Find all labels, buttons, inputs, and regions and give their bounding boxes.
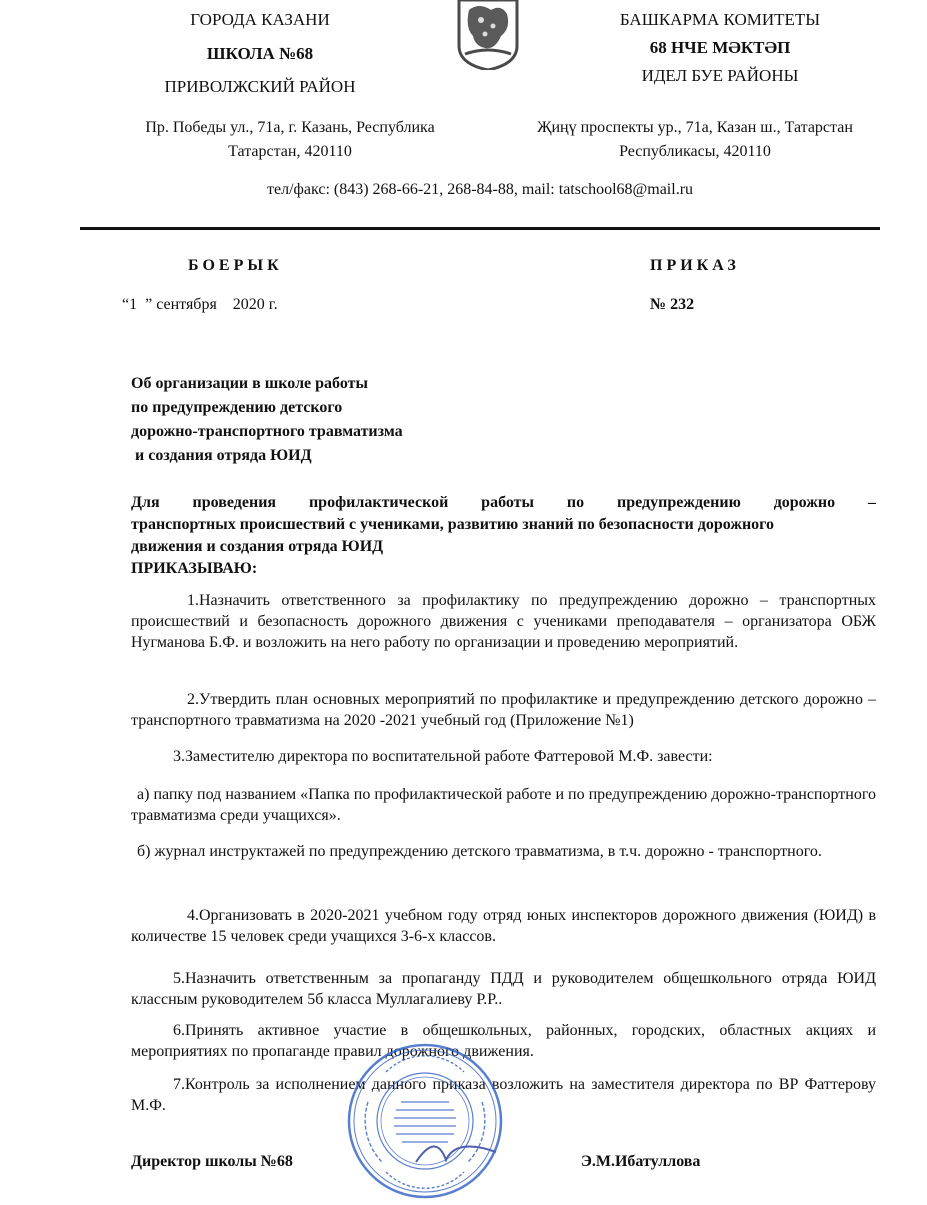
header-divider bbox=[80, 227, 880, 230]
preamble-line-1: Для проведения профилактической работы по предупреждению дорожно – bbox=[131, 494, 876, 511]
item-2: 2.Утвердить план основных мероприятий по профилактике и предупреждению детского дорожно – транспортного травматизма на 2020 -2021 учебный год (Приложение №1) bbox=[131, 691, 876, 729]
school-stamp bbox=[346, 1042, 504, 1200]
subject-line-2: по предупреждению детского bbox=[131, 399, 343, 416]
preamble-line-3: движения и создания отряда ЮИД bbox=[131, 538, 384, 555]
signature-position: Директор школы №68 bbox=[131, 1153, 293, 1170]
order-number: № 232 bbox=[650, 296, 695, 313]
right-address-line2: Республикасы, 420110 bbox=[619, 143, 771, 160]
subject-line-4: и создания отряда ЮИД bbox=[131, 447, 312, 464]
left-address-line1: Пр. Победы ул., 71а, г. Казань, Республика bbox=[145, 119, 435, 136]
right-school: 68 НЧЕ МӘКТӘП bbox=[649, 38, 791, 57]
item-1: 1.Назначить ответственного за профилактику по предупреждению дорожно – транспортных происшествий и безопасность дорожного движения с учениками преподавателя – организатора ОБЖ Нугманова Б.Ф. и возложить на него работу по организации и проведению мероприятий. bbox=[131, 592, 876, 651]
contacts-line: тел/факс: (843) 268-66-21, 268-84-88, mail: tatschool68@mail.ru bbox=[266, 181, 694, 198]
right-address-line1: Җиңү проспекты ур., 71а, Казан ш., Татарстан bbox=[537, 119, 853, 136]
left-district: ПРИВОЛЖСКИЙ РАЙОН bbox=[164, 77, 356, 96]
preamble-line-2: транспортных происшествий с учениками, развитию знаний по безопасности дорожного bbox=[131, 516, 775, 533]
order-title-tatar: БОЕРЫК bbox=[188, 257, 283, 274]
right-committee: БАШКАРМА КОМИТЕТЫ bbox=[619, 10, 821, 29]
item-3: 3.Заместителю директора по воспитательной работе Фаттеровой М.Ф. завести: bbox=[173, 748, 713, 765]
coat-of-arms-icon bbox=[455, 0, 521, 70]
item-4: 4.Организовать в 2020-2021 учебном году отряд юных инспекторов дорожного движения (ЮИД) в количестве 15 человек среди учащихся 3-6-х классов. bbox=[131, 907, 876, 945]
signature-name: Э.М.Ибатуллова bbox=[581, 1153, 701, 1170]
item-3b: б) журнал инструктажей по предупреждению детского травматизма, в т.ч. дорожно - транспортного. bbox=[137, 843, 822, 860]
subject-line-3: дорожно-транспортного травматизма bbox=[131, 423, 403, 440]
left-city: ГОРОДА КАЗАНИ bbox=[190, 10, 330, 29]
left-address-line2: Татарстан, 420110 bbox=[228, 143, 352, 160]
right-district: ИДЕЛ БУЕ РАЙОНЫ bbox=[641, 66, 799, 85]
item-3a: а) папку под названием «Папка по профилактической работе и по предупреждению дорожно-транспортного травматизма среди учащихся». bbox=[131, 786, 876, 824]
order-title-russian: ПРИКАЗ bbox=[650, 257, 740, 274]
subject-line-1: Об организации в школе работы bbox=[131, 375, 368, 392]
order-word: ПРИКАЗЫВАЮ: bbox=[131, 560, 258, 577]
item-5: 5.Назначить ответственным за пропаганду ПДД и руководителем общешкольного отряда ЮИД классным руководителем 5б класса Муллагалиеву Р.Р.. bbox=[131, 970, 876, 1008]
order-subject bbox=[131, 372, 531, 468]
preamble bbox=[131, 492, 876, 580]
item-7: 7.Контроль за исполнением данного приказа возложить на заместителя директора по ВР Фаттерову М.Ф. bbox=[131, 1076, 876, 1114]
item-6: 6.Принять активное участие в общешкольных, районных, городских, областных акциях и мероприятиях по пропаганде правил дорожного движения. bbox=[131, 1022, 876, 1060]
left-school: ШКОЛА №68 bbox=[206, 44, 314, 63]
order-date: “1 ” сентября 2020 г. bbox=[122, 296, 278, 313]
